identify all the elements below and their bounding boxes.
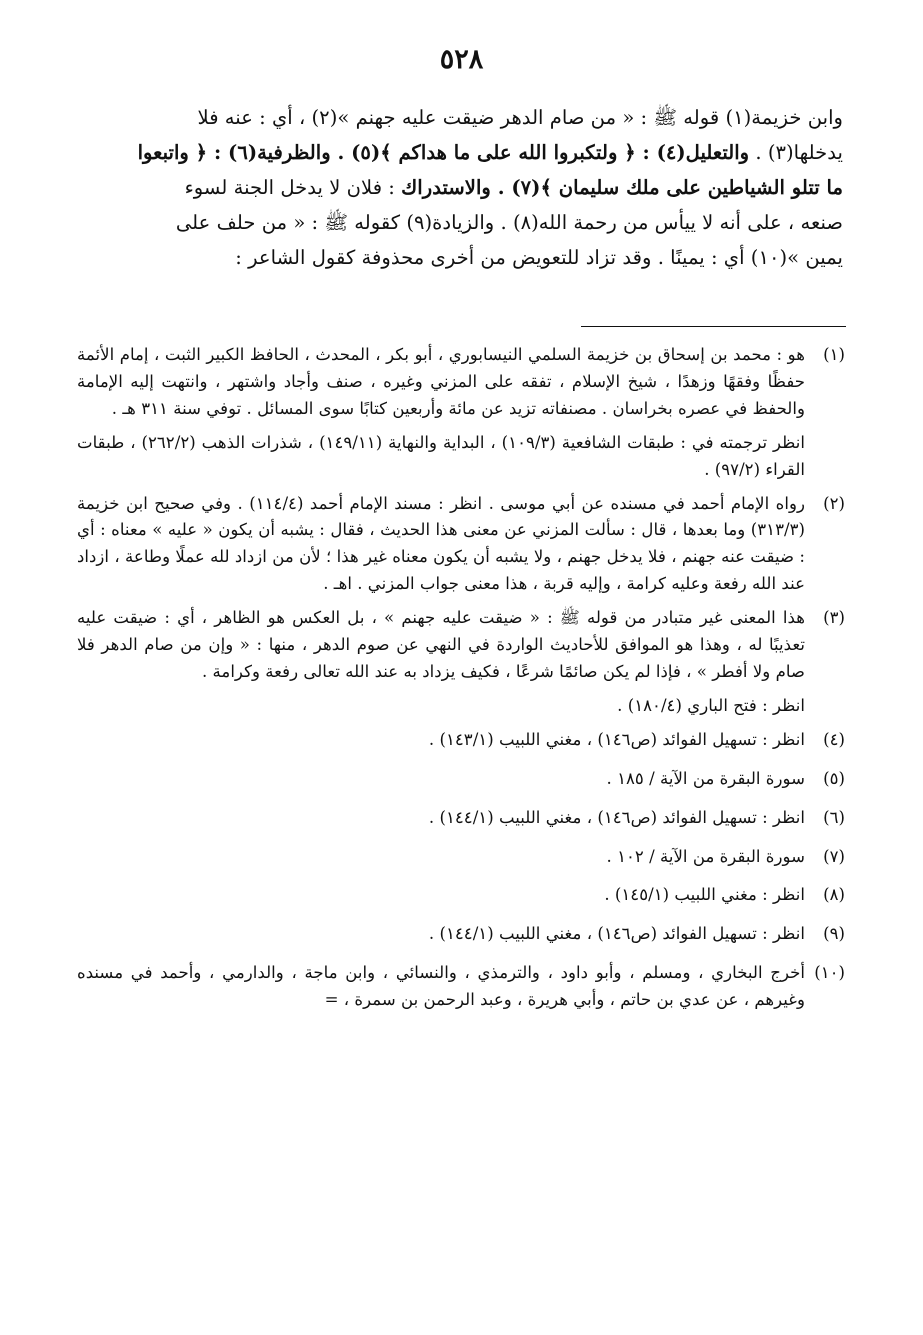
footnote	[77, 491, 845, 599]
main-line-bold-segment: والتعليل(٤) : ﴿ ولتكبروا الله على ما هداكم ﴾(٥) . والظرفية(٦) : ﴿ واتبعوا	[137, 141, 750, 164]
page-number: ٥٢٨	[439, 44, 484, 75]
footnote	[77, 342, 845, 484]
main-line	[77, 170, 843, 205]
main-line: صنعه ، على أنه لا ييأس من رحمة الله(٨) . والزيادة(٩) كقوله ﷺ : « من حلف على	[175, 211, 843, 234]
main-line	[77, 135, 843, 170]
footnote	[77, 844, 845, 871]
main-line: يمين »(١٠) أي : يمينًا . وقد تزاد للتعويض من أخرى محذوفة كقول الشاعر :	[235, 246, 843, 269]
main-line: وابن خزيمة(١) قوله ﷺ : « من صام الدهر ضيقت عليه جهنم »(٢) ، أي : عنه فلا	[197, 106, 843, 129]
footnote-number: (١٠)	[814, 963, 845, 983]
footnote-text: هو : محمد بن إسحاق بن خزيمة السلمي النيسابوري ، أبو بكر ، المحدث ، الحافظ الكبير الثبت ، إمام الأئمة حفظًا وفقهًا وزهدًا ، شيخ الإسلام ، تفقه على المزني وغيره ، صنف وأجاد واشتهر ، وانتهت إليه الإمامة والحفظ في عصره بخراسان . مصنفاته تزيد عن مائة وأربعين كتابًا سوى المسائل . توفي سنة ٣١١ هـ .	[77, 345, 805, 418]
footnote-text: أخرج البخاري ، ومسلم ، وأبو داود ، والترمذي ، والنسائي ، وابن ماجة ، والدارمي ، وأحمد في مسنده وغيرهم ، عن عدي بن حاتم ، وأبي هريرة ، وعبد الرحمن بن سمرة ، =	[77, 963, 805, 1010]
footnote-reference: انظر ترجمته في : طبقات الشافعية (١٠٩/٣) ، البداية والنهاية (١٤٩/١١) ، شذرات الذهب (٢٦٢/٢) ، طبقات القراء (٩٧/٢) .	[77, 432, 805, 479]
footnote-number: (٤)	[823, 729, 845, 749]
main-line-segment: يدخلها(٣) .	[749, 141, 843, 164]
footnote	[77, 727, 845, 754]
footnote-number: (٥)	[823, 768, 845, 788]
footnote-text: هذا المعنى غير متبادر من قوله ﷺ : « ضيقت عليه جهنم » ، بل العكس هو الظاهر ، أي : ضيقت عليه تعذيبًا له ، وهذا هو الموافق للأحاديث الواردة في النهي عن صوم الدهر ، منها : « وإن من صام الدهر فلا صام ولا أفطر » ، فإذا لم يكن صائمًا شرعًا ، فكيف يزداد به عند الله تعالى رفعة وكرامة .	[77, 608, 805, 681]
main-text	[77, 100, 843, 275]
footnotes	[77, 342, 845, 1021]
footnote-number: (١)	[823, 345, 845, 364]
footnote-number: (٣)	[823, 608, 845, 628]
footnote-number: (٨)	[823, 885, 845, 905]
footnote-number: (٧)	[823, 846, 845, 866]
footnote-text: انظر : تسهيل الفوائد (ص١٤٦) ، مغني اللبيب (١٤٤/١) .	[428, 807, 805, 827]
footnote-number: (٢)	[823, 493, 845, 513]
footnote-text: انظر : مغني اللبيب (١٤٥/١) .	[604, 885, 805, 905]
footnote-text: سورة البقرة من الآية / ١٠٢ .	[606, 846, 805, 866]
main-line-segment: : فلان لا يدخل الجنة لسوء	[184, 176, 402, 199]
footnote	[77, 921, 845, 948]
footnote	[77, 805, 845, 832]
footnote-text: انظر : تسهيل الفوائد (ص١٤٦) ، مغني اللبيب (١٤٤/١) .	[428, 924, 805, 944]
footnote	[77, 766, 845, 793]
footnote-number: (٩)	[823, 924, 845, 944]
main-line-bold-segment: ما تتلو الشياطين على ملك سليمان ﴾(٧) . والاستدراك	[401, 176, 843, 199]
footnote-text: انظر : تسهيل الفوائد (ص١٤٦) ، مغني اللبيب (١٤٣/١) .	[428, 729, 805, 749]
footnote	[77, 960, 845, 1014]
footnote	[77, 882, 845, 909]
footnote	[77, 605, 845, 720]
footnote-text: رواه الإمام أحمد في مسنده عن أبي موسى . انظر : مسند الإمام أحمد (١١٤/٤) . وفي صحيح ابن خزيمة (٣١٣/٣) وما بعدها ، قال : سألت المزني عن معنى هذا الحديث ، فقال : يشبه أن يكون « عليه » معناه : أي : ضيقت عنه جهنم ، فلا يدخل جهنم ، ولا يشبه أن يكون معناه غير هذا ؛ لأن من ازداد لله عملًا وطاعة ، ازداد عند الله رفعة وعليه كرامة ، وإليه قربة ، هذا معنى جواب المزني . اهـ .	[77, 493, 805, 594]
footnote-text: سورة البقرة من الآية / ١٨٥ .	[606, 768, 805, 788]
footnote-separator	[581, 326, 846, 327]
footnote-reference: انظر : فتح الباري (١٨٠/٤) .	[617, 695, 805, 715]
footnote-number: (٦)	[823, 807, 845, 827]
